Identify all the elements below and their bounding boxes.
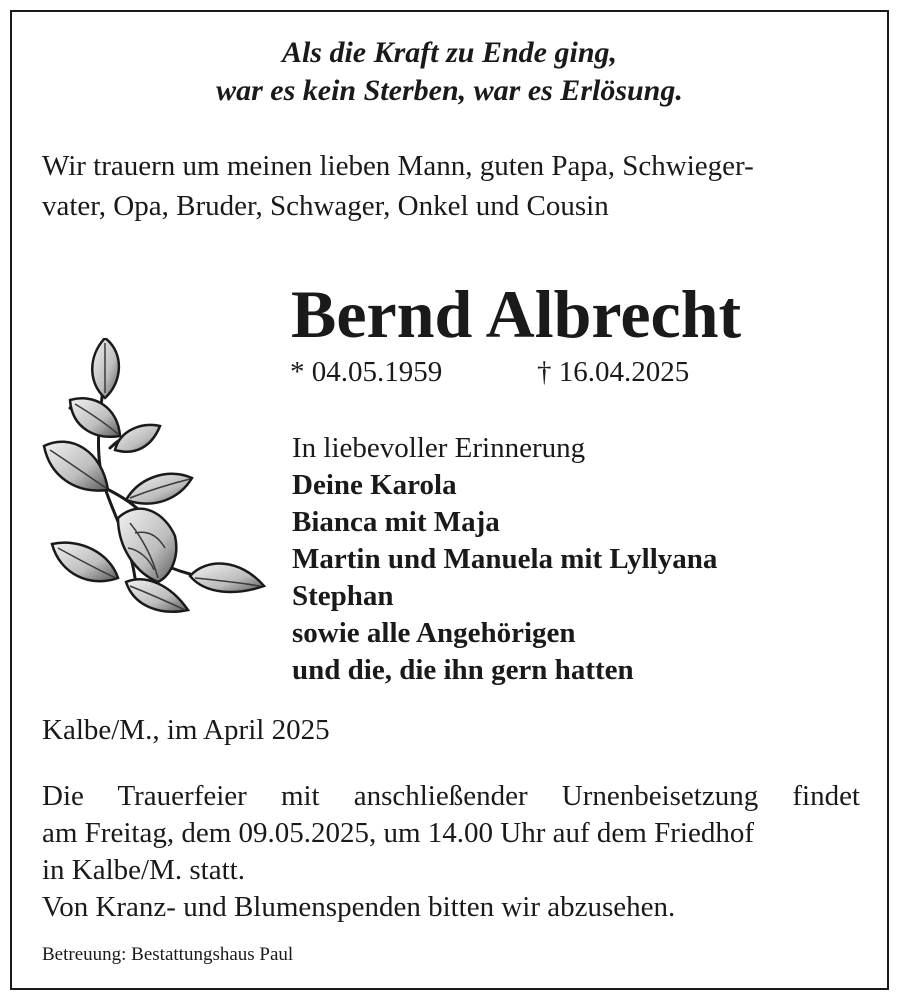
- mourners-lead: In liebevoller Erinnerung: [292, 432, 586, 464]
- funeral-line-2: am Freitag, dem 09.05.2025, um 14.00 Uhr auf dem Friedhof: [42, 817, 754, 849]
- intro-line-2: vater, Opa, Bruder, Schwager, Onkel und Cousin: [42, 190, 609, 222]
- obituary-notice: [10, 10, 889, 990]
- deceased-name: Bernd Albrecht: [291, 276, 742, 352]
- mourner-name: sowie alle Angehörigen: [292, 617, 576, 649]
- intro-line-1: Wir trauern um meinen lieben Mann, guten Papa, Schwieger-: [42, 150, 754, 182]
- intro-text: [42, 146, 872, 226]
- mourner-name: Bianca mit Maja: [292, 506, 500, 538]
- life-dates: [290, 352, 690, 392]
- place-and-date: Kalbe/M., im April 2025: [42, 714, 330, 746]
- motto: [12, 34, 887, 110]
- funeral-details: [42, 778, 860, 926]
- mourner-name: Martin und Manuela mit Lyllyana: [292, 543, 718, 575]
- birth-date: * 04.05.1959: [290, 356, 443, 388]
- funeral-home-credit: Betreuung: Bestattungshaus Paul: [42, 944, 294, 965]
- mourner-name: Stephan: [292, 580, 394, 612]
- funeral-line-4: Von Kranz- und Blumenspenden bitten wir abzusehen.: [42, 891, 676, 923]
- mourners-block: [292, 430, 717, 689]
- leaf-branch-icon: [30, 338, 270, 633]
- mourner-name: Deine Karola: [292, 469, 457, 501]
- death-date: † 16.04.2025: [537, 356, 690, 388]
- motto-line-1: Als die Kraft zu Ende ging,: [281, 36, 618, 69]
- funeral-line-1: Die Trauerfeier mit anschließender Urnenbeisetzung findet: [42, 780, 860, 812]
- motto-line-2: war es kein Sterben, war es Erlösung.: [216, 74, 683, 107]
- funeral-line-3: in Kalbe/M. statt.: [42, 854, 245, 886]
- mourner-name: und die, die ihn gern hatten: [292, 654, 634, 686]
